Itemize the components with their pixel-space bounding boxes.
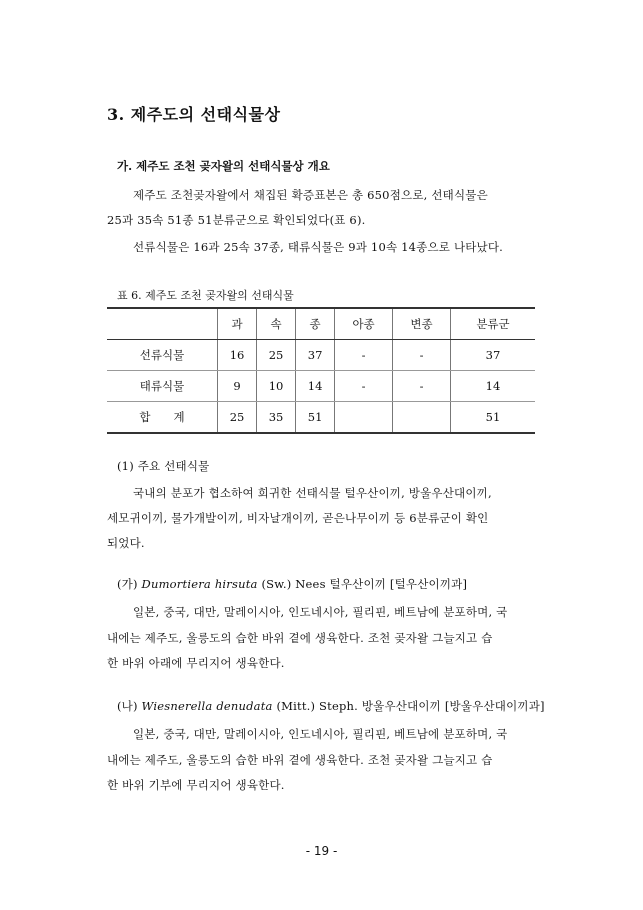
table-header-cell: 종 xyxy=(296,308,335,340)
intro-line-3: 선류식물은 16과 25속 37종, 태류식물은 9과 10속 14종으로 나타났다. xyxy=(133,240,504,254)
species-b-scientific-name: Wiesnerella denudata xyxy=(141,699,273,713)
table-header-cell: 아종 xyxy=(335,308,393,340)
table-row xyxy=(107,371,535,402)
species-a-line-3: 한 바위 아래에 무리지어 생육한다. xyxy=(107,656,285,670)
table-cell: 25 xyxy=(218,402,257,434)
page-number: - 19 - xyxy=(305,844,338,858)
table-header-cell: 분류군 xyxy=(451,308,536,340)
table-cell: 14 xyxy=(296,371,335,402)
table-row-total xyxy=(107,402,535,434)
table-cell: 37 xyxy=(296,340,335,371)
table-cell: 51 xyxy=(296,402,335,434)
species-b-prefix: (나) xyxy=(117,699,142,713)
species-a-heading xyxy=(117,576,467,592)
species-a-scientific-name: Dumortiera hirsuta xyxy=(141,577,258,591)
table-cell: 37 xyxy=(451,340,536,371)
table-cell: 10 xyxy=(257,371,296,402)
table-header-cell: 속 xyxy=(257,308,296,340)
species-b-line-1: 일본, 중국, 대만, 말레이시아, 인도네시아, 필리핀, 베트남에 분포하며, 국 xyxy=(133,727,508,741)
table-cell: - xyxy=(393,340,451,371)
table-cell: 9 xyxy=(218,371,257,402)
species-a-line-1: 일본, 중국, 대만, 말레이시아, 인도네시아, 필리핀, 베트남에 분포하며, 국 xyxy=(133,605,508,619)
table-header-cell xyxy=(107,308,218,340)
major-line-3: 되었다. xyxy=(107,536,145,550)
table-cell xyxy=(335,402,393,434)
section-title: 3. 제주도의 선태식물상 xyxy=(107,105,281,124)
table-cell: 35 xyxy=(257,402,296,434)
table-caption: 표 6. 제주도 조천 곶자왈의 선태식물 xyxy=(117,289,294,302)
intro-line-1: 제주도 조천곶자왈에서 채집된 확증표본은 총 650점으로, 선태식물은 xyxy=(133,188,488,202)
major-line-1: 국내의 분포가 협소하여 희귀한 선태식물 털우산이끼, 방울우산대이끼, xyxy=(133,486,492,500)
table-cell: 25 xyxy=(257,340,296,371)
major-line-2: 세모귀이끼, 물가개발이끼, 비자날개이끼, 곧은나무이끼 등 6분류군이 확인 xyxy=(107,511,489,525)
table-header-cell: 과 xyxy=(218,308,257,340)
major-heading: (1) 주요 선태식물 xyxy=(117,459,210,473)
table-cell: 합 계 xyxy=(107,402,218,434)
species-b-line-3: 한 바위 기부에 무리지어 생육한다. xyxy=(107,778,285,792)
table-cell: 14 xyxy=(451,371,536,402)
table-header-cell: 변종 xyxy=(393,308,451,340)
intro-line-2: 25과 35속 51종 51분류군으로 확인되었다(표 6). xyxy=(107,213,366,227)
table-cell: 선류식물 xyxy=(107,340,218,371)
table-header-row xyxy=(107,308,535,340)
species-a-author-korean: (Sw.) Nees 털우산이끼 [털우산이끼과] xyxy=(257,577,468,591)
table-row xyxy=(107,340,535,371)
species-b-line-2: 내에는 제주도, 울릉도의 습한 바위 곁에 생육한다. 조천 곶자왈 그늘지고 습 xyxy=(107,753,493,767)
table-cell: - xyxy=(335,371,393,402)
table-cell: 16 xyxy=(218,340,257,371)
table-cell: - xyxy=(335,340,393,371)
bryophyte-summary-table xyxy=(107,307,535,434)
table-cell: 51 xyxy=(451,402,536,434)
species-b-author-korean: (Mitt.) Steph. 방울우산대이끼 [방울우산대이끼과] xyxy=(272,699,545,713)
species-b-heading xyxy=(117,698,545,714)
subsection-title: 가. 제주도 조천 곶자왈의 선태식물상 개요 xyxy=(117,159,330,173)
table-cell: - xyxy=(393,371,451,402)
table-cell: 태류식물 xyxy=(107,371,218,402)
species-a-line-2: 내에는 제주도, 울릉도의 습한 바위 곁에 생육한다. 조천 곶자왈 그늘지고 습 xyxy=(107,631,493,645)
table-cell xyxy=(393,402,451,434)
species-a-prefix: (가) xyxy=(117,577,142,591)
